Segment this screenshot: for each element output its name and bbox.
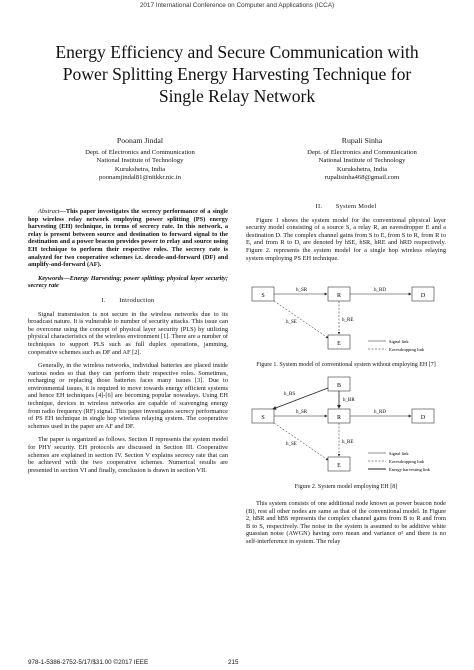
- node-b-label: B: [336, 383, 342, 389]
- author-city: Kurukshetra, India: [336, 165, 388, 173]
- node-s-label: S: [261, 293, 265, 299]
- node-s-label: S: [261, 415, 265, 421]
- label-hbs: h_BS: [284, 392, 296, 397]
- legend-signal-link: Signal link: [389, 339, 409, 344]
- label-hrd: h_RD: [374, 410, 386, 415]
- system-model-paragraph-1: Figure 1 shows the system model for the conventional physical layer security model consisting of a source S, a relay R, an eavesdropper E and a destination D. The complex channel gains from S to E, from S to R, from R to E, and from R to D, are denoted by hSE, hSR, hRE and hRD respectively. Figure 2. represents the system model for a single hop wireless relaying system employing PS EH technique.: [246, 216, 446, 262]
- node-r-label: R: [336, 415, 342, 421]
- section-heading-introduction: I. Introduction: [101, 296, 155, 304]
- node-e-label: E: [337, 463, 341, 469]
- abstract-text: —This paper investigates the secrecy performance of a single hop wireless relay network employing power splitting (PS) energy harvesting (EH) technique, in terms of secrecy rate. In this network, a relay is present between source and destination to forward signal to the destination and a power beacon provides power to relay and source using EH technique to perform their respective roles. The secrecy rate is analyzed for two cooperative schemes i.e. decode-and-forward (DF) and amplify-and-forward (AF).: [28, 208, 228, 269]
- abstract-label: Abstract: [38, 208, 60, 215]
- node-r-label: R: [336, 293, 342, 299]
- intro-paragraph-3: The paper is organized as follows. Section II represents the system model for PHY security. EH protocols are discussed in Section III. Cooperative schemes are explained in section IV. Section V explains secrecy rate that can be achieved with the two cooperative schemes. Numerical results are presented in section VI and finally, conclusion is drawn in section VII.: [28, 436, 228, 474]
- footer-copyright: 978-1-5386-2752-5/17/$31.00 ©2017 IEEE: [28, 659, 149, 666]
- author-email: poonamjindal81@nitkkr.nic.in: [99, 174, 181, 182]
- author-dept: Dept. of Electronics and Communication: [85, 148, 195, 156]
- label-hre: h_RE: [342, 440, 354, 445]
- right-column-continued: [246, 500, 446, 552]
- title-line-1: Energy Efficiency and Secure Communication with: [55, 42, 419, 62]
- label-hsr: h_SR: [296, 288, 308, 293]
- author-institution: National Institute of Technology: [96, 157, 184, 165]
- intro-paragraph-1: Signal transmission is not secure in the wireless networks due to its broadcast nature. It is vulnerable to number of security attacks. This issue can be overcome using the concept of physical layer security (PLS) by utilizing physical characteristics of the wireless environment [1]. There are a number of techniques to support PLS such as full duplex operations, jamming, cooperative schemes such as DF and AF [2].: [28, 310, 228, 356]
- intro-paragraph-2: Generally, in the wireless networks, individual batteries are placed inside various nodes so that they can perform their respective roles. Sometimes, recharging or replacing those batteries faces many issues [3]. Due to environmental issues, it is required to move towards energy efficient systems and hence EH techniques [4]-[6] are becoming popular nowadays. Using EH technique, devices in wireless networks are capable of scavenging energy from radio frequency (RF) signal. This paper investigates secrecy performance of PS EH technique in single hop wireless relaying system. The cooperative schemes used in the paper are AF and DF.: [28, 362, 228, 430]
- author-institution: National Institute of Technology: [318, 157, 406, 165]
- legend-signal-link: Signal link: [389, 451, 409, 456]
- label-hbr: h_BR: [343, 398, 355, 403]
- conference-header: 2017 International Conference on Computer and Applications (ICCA): [139, 2, 335, 9]
- figure-2-caption: Figure 2. System model employing EH [8]: [294, 484, 398, 490]
- left-column: [28, 208, 228, 480]
- abstract: [28, 208, 228, 269]
- node-d-label: D: [420, 293, 426, 299]
- author-name: Rupali Sinha: [341, 136, 383, 145]
- node-e-label: E: [337, 341, 341, 347]
- paper-title: [20, 41, 454, 107]
- label-hrd: h_RD: [374, 288, 386, 293]
- label-hre: h_RE: [342, 318, 354, 323]
- label-hse: h_SE: [286, 442, 297, 447]
- author-name: Poonam Jindal: [116, 136, 164, 145]
- keywords: Keywords—Energy Harvesting; power splitting; physical layer security; secrecy rate: [28, 274, 228, 290]
- author-block-2: [282, 137, 442, 183]
- author-block-1: [60, 137, 220, 183]
- author-email: rupalisinha468@gmail.com: [324, 174, 400, 182]
- figure-1-diagram: [246, 283, 446, 358]
- legend-eavesdropping-link: Eavesdropping link: [389, 459, 425, 464]
- figure-1-caption: Figure 1. System model of conventional system without employing EH [7]: [256, 362, 436, 368]
- label-hse: h_SE: [286, 320, 297, 325]
- legend-energy-harvesting-link: Energy harvesting link: [389, 467, 430, 472]
- node-d-label: D: [420, 415, 426, 421]
- system-model-paragraph-2: This system consists of one additional node known as power beacon node (B), rest all other nodes are same as that of the conventional model. In Figure 2, hBR and hBS represents the complex channel gains from B to R and from B to S, respectively. The noise in the system is assumed to be additive white guassian noise (AWGN) having zero mean and variance σ² and there is no self-interference in system. The relay: [246, 500, 446, 545]
- title-line-2: Power Splitting Energy Harvesting Technique for: [62, 64, 412, 84]
- legend-eavesdropping-link: Eavesdropping link: [389, 347, 425, 352]
- author-city: Kurukshetra, India: [114, 165, 166, 173]
- author-dept: Dept. of Electronics and Communication: [307, 148, 417, 156]
- page-number: 215: [228, 659, 239, 666]
- right-column: [246, 203, 446, 268]
- title-line-3: Single Relay Network: [158, 86, 316, 106]
- section-heading-system-model: II. System Model: [315, 203, 377, 210]
- figure-2-diagram: [246, 373, 446, 478]
- label-hsr: h_SR: [296, 410, 308, 415]
